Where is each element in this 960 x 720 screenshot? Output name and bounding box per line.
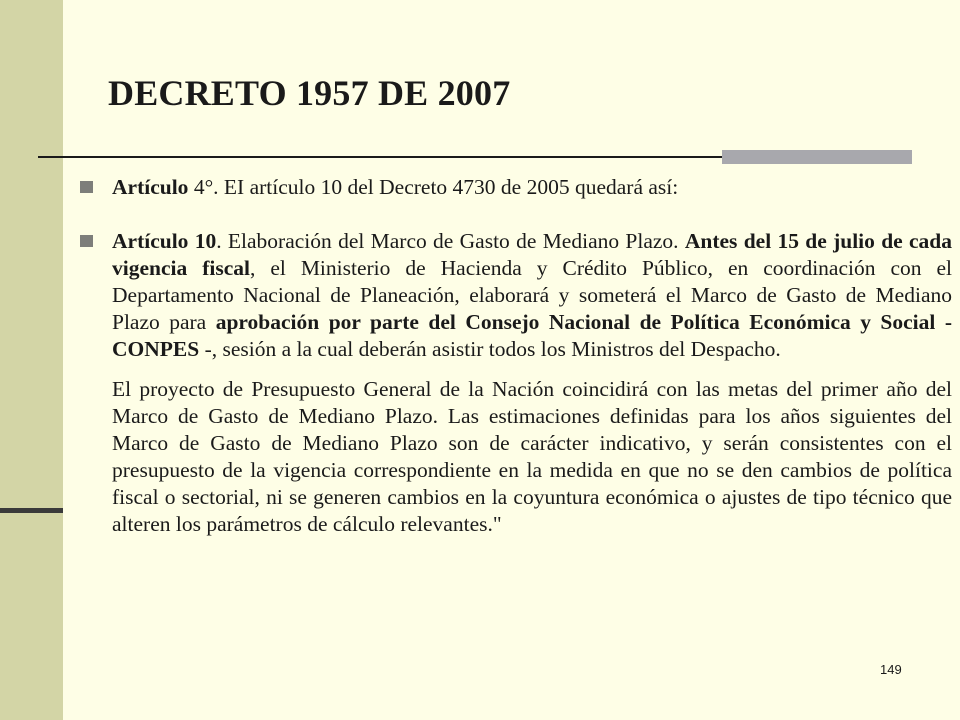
bold-text-run: Antes del 15 de julio de cada vigencia fiscal bbox=[112, 229, 952, 280]
bold-text-run: Artículo bbox=[112, 175, 189, 199]
slide-title: DECRETO 1957 DE 2007 bbox=[108, 73, 511, 113]
square-bullet-icon bbox=[80, 235, 93, 247]
text-run: . Elaboración del Marco de Gasto de Mediano Plazo. bbox=[216, 229, 685, 253]
text-run: , el Ministerio de Hacienda y Crédito Público, en coordinación con el Departamento Nacional de Planeación, elaborará y someterá el Marco de Gasto de Mediano Plazo para bbox=[112, 256, 952, 334]
text-run: 4°. EI artículo 10 del Decreto 4730 de 2005 quedará así: bbox=[188, 175, 679, 199]
bullet-text bbox=[112, 228, 952, 363]
continuation-paragraph: El proyecto de Presupuesto General de la Nación coincidirá con las metas del primer año del Marco de Gasto de Mediano Plazo. Las estimaciones definidas para los años siguientes del Marco de Gasto de Mediano Plazo son de carácter indicativo, y serán consistentes con el presupuesto de la vigencia correspondiente en la medida en que no se den cambios de política fiscal o sectorial, ni se generen cambios en la coyuntura económica o ajustes de tipo técnico que alteren los parámetros de cálculo relevantes." bbox=[112, 377, 952, 536]
text-run: -, sesión a la cual deberán asistir todos los Ministros del Despacho. bbox=[199, 337, 781, 361]
square-bullet-icon bbox=[80, 181, 93, 193]
title-underline-accent bbox=[722, 150, 912, 164]
bold-text-run: Artículo 10 bbox=[112, 229, 217, 253]
left-decorative-band bbox=[0, 0, 63, 720]
slide-body bbox=[80, 174, 952, 538]
left-band-divider bbox=[0, 508, 63, 513]
bold-text-run: aprobación por parte del Consejo Nacional de Política Económica y Social - CONPES bbox=[112, 310, 952, 361]
bullet-item-articulo-4 bbox=[80, 174, 952, 201]
page-number: 149 bbox=[880, 662, 902, 677]
bullet-text bbox=[112, 174, 952, 201]
continuation-paragraph-block bbox=[80, 376, 952, 538]
bullet-item-articulo-10 bbox=[80, 228, 952, 363]
